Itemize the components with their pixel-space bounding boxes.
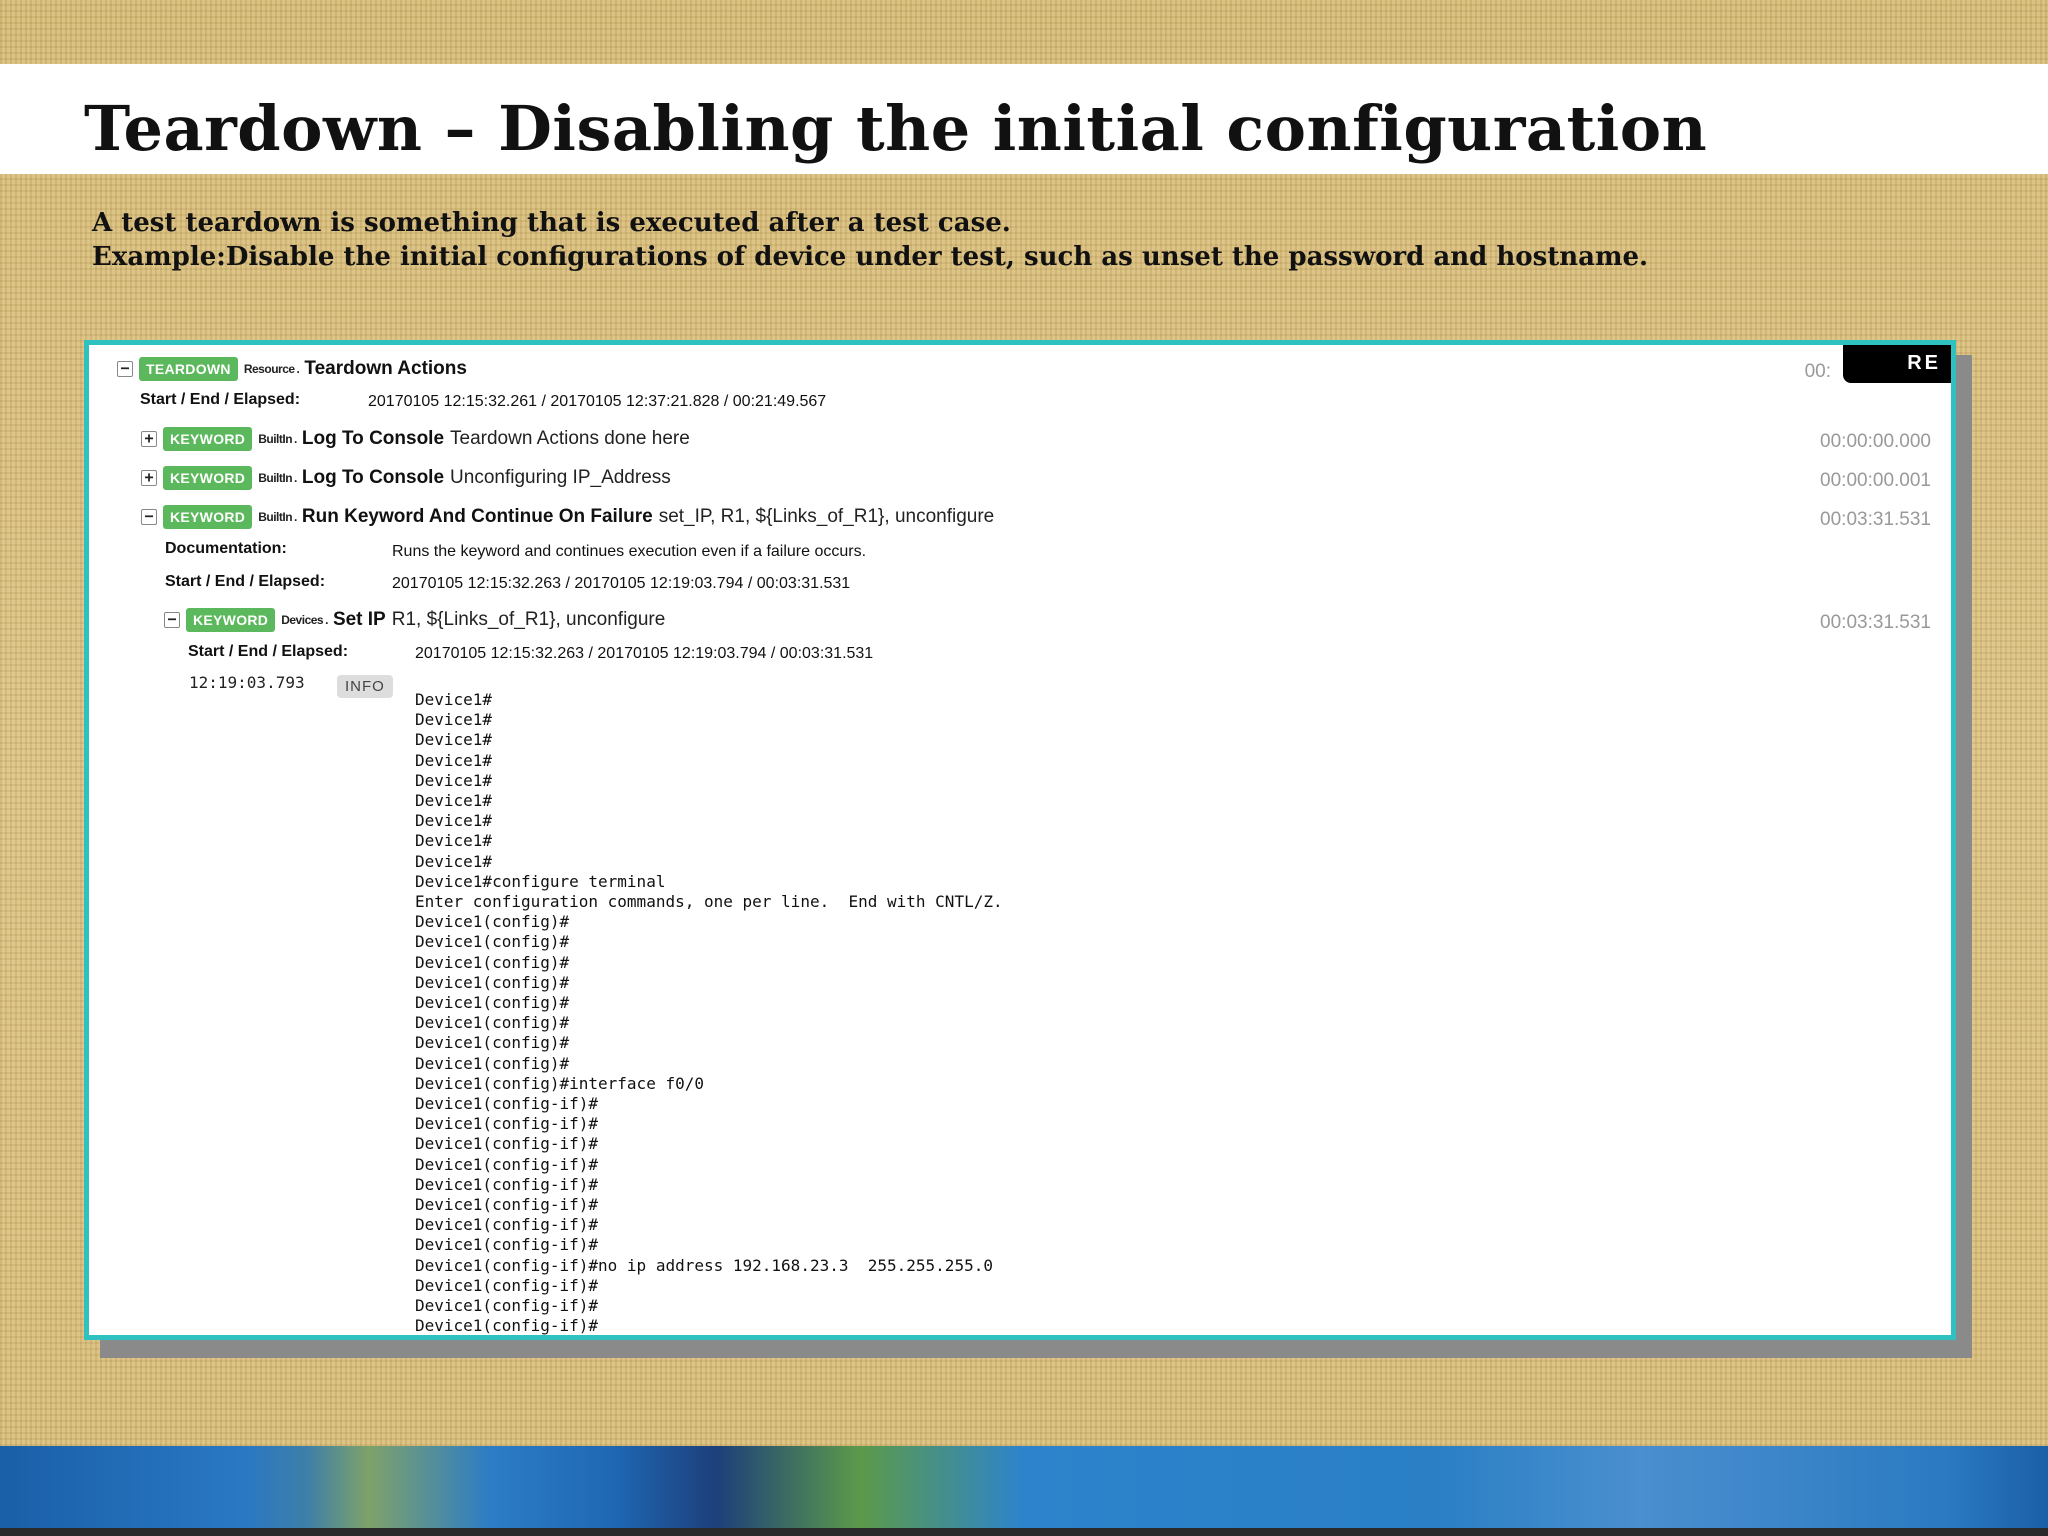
library-name: Resource <box>243 362 295 376</box>
expand-toggle-icon[interactable]: + <box>141 431 157 447</box>
teardown-start-end-label: Start / End / Elapsed: <box>140 391 301 408</box>
teardown-name: Teardown Actions <box>304 358 467 379</box>
keyword-badge: KEYWORD <box>163 427 252 451</box>
teardown-start-end-value: 20170105 12:15:32.261 / 20170105 12:37:21.828 / 00:21:49.567 <box>368 393 827 410</box>
keyword-row-3[interactable]: − KEYWORD BuiltIn . Run Keyword And Continue On Failure set_IP, R1, ${Links_of_R1}, unconfigure <box>141 505 994 529</box>
documentation-value: Runs the keyword and continues execution even if a failure occurs. <box>392 543 867 560</box>
keyword-name: Log To Console <box>301 428 445 449</box>
keyword3-start-end-value: 20170105 12:15:32.263 / 20170105 12:19:03.794 / 00:03:31.531 <box>392 575 851 592</box>
collapse-toggle-icon[interactable]: − <box>117 361 133 377</box>
keyword-row-1[interactable]: + KEYWORD BuiltIn . Log To Console Teardown Actions done here <box>141 427 690 451</box>
keyword-args: R1, ${Links_of_R1}, unconfigure <box>391 609 666 630</box>
library-name: BuiltIn <box>258 510 293 524</box>
expand-toggle-icon[interactable]: + <box>141 470 157 486</box>
library-name: Devices <box>281 613 324 627</box>
library-name: BuiltIn <box>258 432 293 446</box>
message-timestamp: 12:19:03.793 <box>189 673 305 692</box>
collapse-toggle-icon[interactable]: − <box>164 612 180 628</box>
keyword-args: set_IP, R1, ${Links_of_R1}, unconfigure <box>658 506 995 527</box>
teardown-badge: TEARDOWN <box>139 357 238 381</box>
keyword4-start-end-label: Start / End / Elapsed: <box>188 643 349 660</box>
keyword-args: Unconfiguring IP_Address <box>450 467 671 488</box>
keyword-badge: KEYWORD <box>186 608 275 632</box>
keyword-elapsed-3: 00:03:31.531 <box>1820 509 1931 530</box>
keyword-elapsed-4: 00:03:31.531 <box>1820 612 1931 633</box>
slide-title: Teardown – Disabling the initial configuration <box>84 92 1708 165</box>
console-output: Device1# Device1# Device1# Device1# Device1# Device1# Device1# Device1# Device1# Device1#configure terminal Enter configuration commands, one per line. End with CNTL/Z. Device1(config)# Device1(config)# Device1(config)# Device1(config)# Device1(config)# Device1(config)# Device1(config)# Device1(config)# Device1(config)#interface f0/0 Device1(config-if)# Device1(config-if)# Device1(config-if)# Device1(config-if)# Device1(config-if)# Device1(config-if)# Device1(config-if)# Device1(config-if)# Device1(config-if)#no ip address 192.168.23.3 255.255.255.0 Device1(config-if)# Device1(config-if)# Device1(config-if)# <box>415 690 1003 1336</box>
keyword-args: Teardown Actions done here <box>450 428 690 449</box>
report-overlay[interactable]: RE <box>1843 345 1951 383</box>
keyword-badge: KEYWORD <box>163 505 252 529</box>
keyword-row-4[interactable]: − KEYWORD Devices . Set IP R1, ${Links_of_R1}, unconfigure <box>164 608 665 632</box>
keyword-row-2[interactable]: + KEYWORD BuiltIn . Log To Console Unconfiguring IP_Address <box>141 466 671 490</box>
keyword4-start-end-value: 20170105 12:15:32.263 / 20170105 12:19:03.794 / 00:03:31.531 <box>415 645 874 662</box>
footer-stripe <box>0 1528 2048 1536</box>
keyword-elapsed-2: 00:00:00.001 <box>1820 470 1931 491</box>
documentation-label: Documentation: <box>165 540 287 557</box>
teardown-elapsed: 00: <box>1804 361 1831 382</box>
keyword-name: Set IP <box>332 609 386 630</box>
teardown-row[interactable]: − TEARDOWN Resource . Teardown Actions <box>117 357 467 381</box>
keyword-name: Run Keyword And Continue On Failure <box>301 506 653 527</box>
library-name: BuiltIn <box>258 471 293 485</box>
keyword-elapsed-1: 00:00:00.000 <box>1820 431 1931 452</box>
info-level-badge: INFO <box>337 675 393 698</box>
footer-band <box>0 1446 2048 1536</box>
description-line-1: A test teardown is something that is executed after a test case. <box>92 208 1011 238</box>
log-screenshot <box>84 340 1956 1340</box>
keyword3-start-end-label: Start / End / Elapsed: <box>165 573 326 590</box>
slide-description <box>92 206 1648 274</box>
keyword-badge: KEYWORD <box>163 466 252 490</box>
description-line-2: Example:Disable the initial configurations of device under test, such as unset the password and hostname. <box>92 242 1649 272</box>
keyword-name: Log To Console <box>301 467 445 488</box>
collapse-toggle-icon[interactable]: − <box>141 509 157 525</box>
